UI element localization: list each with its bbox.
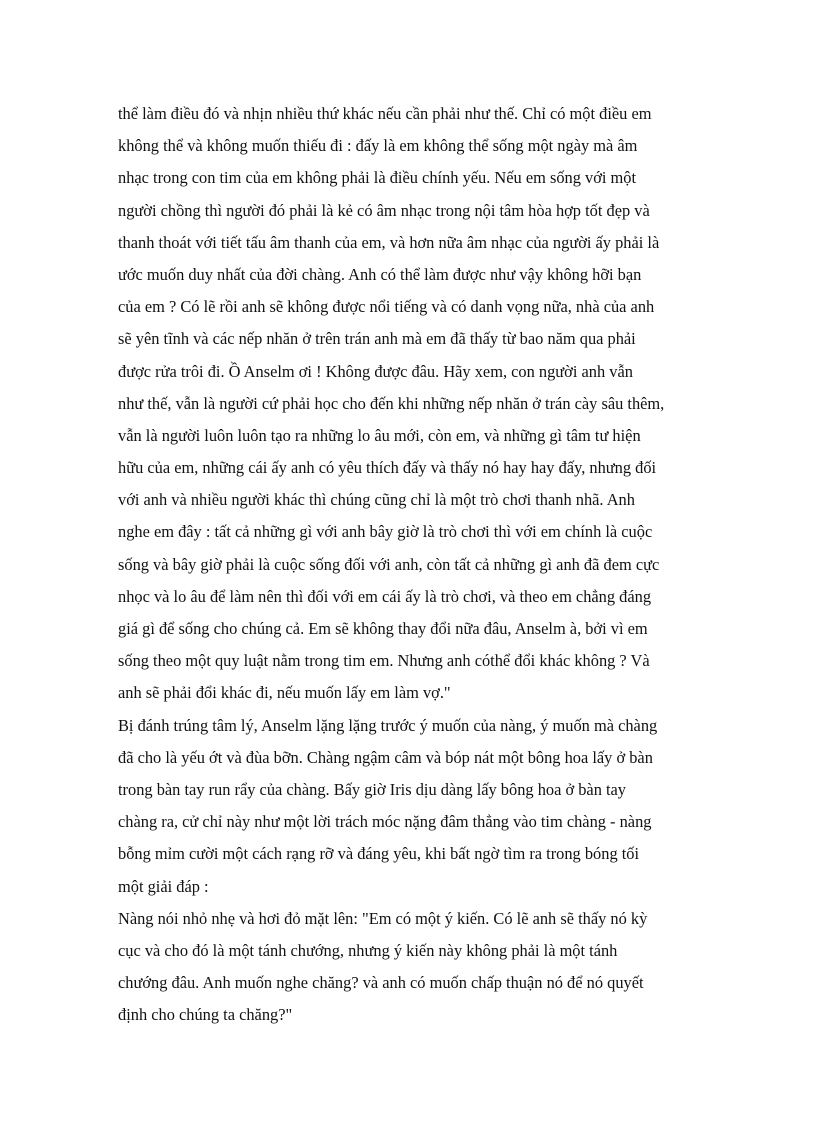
text-line: cục và cho đó là một tánh chướng, nhưng ý kiến này không phải là một tánh <box>118 940 618 960</box>
text-line: Nàng nói nhỏ nhẹ và hơi đỏ mặt lên: "Em có một ý kiến. Có lẽ anh sẽ thấy nó kỳ <box>118 908 648 928</box>
text-line: trong bàn tay run rẩy của chàng. Bấy giờ Iris dịu dàng lấy bông hoa ở bàn tay <box>118 779 627 799</box>
text-line: hữu của em, những cái ấy anh có yêu thích đấy và thấy nó hay hay đấy, nhưng đối <box>118 458 657 478</box>
text-line: chướng đâu. Anh muốn nghe chăng? và anh có muốn chấp thuận nó để nó quyết <box>118 973 644 993</box>
body-text <box>118 98 718 1031</box>
text-line: vẫn là người luôn luôn tạo ra những lo âu mới, còn em, và những gì tâm tư hiện <box>118 425 641 445</box>
text-line: với anh và nhiều người khác thì chúng cũng chỉ là một trò chơi thanh nhã. Anh <box>118 490 635 510</box>
text-line: nghe em đây : tất cả những gì với anh bây giờ là trò chơi thì với em chính là cuộc <box>118 522 653 542</box>
text-line: định cho chúng ta chăng?" <box>118 1005 293 1025</box>
text-line: bỗng mỉm cười một cách rạng rỡ và đáng yêu, khi bất ngờ tìm ra trong bóng tối <box>118 844 640 864</box>
text-line: chàng ra, cử chỉ này như một lời trách móc nặng đâm thẳng vào tim chàng - nàng <box>118 812 652 832</box>
text-line: anh sẽ phải đổi khác đi, nếu muốn lấy em làm vợ." <box>118 683 451 703</box>
text-line: người chồng thì người đó phải là kẻ có âm nhạc trong nội tâm hòa hợp tốt đẹp và <box>118 200 650 220</box>
text-line: thể làm điều đó và nhịn nhiều thứ khác nếu cần phải như thế. Chỉ có một điều em <box>118 104 652 123</box>
text-line: nhọc và lo âu để làm nên thì đối với em cái ấy là trò chơi, và theo em chẳng đáng <box>118 586 652 606</box>
text-line: không thể và không muốn thiếu đi : đấy là em không thể sống một ngày mà âm <box>118 136 638 156</box>
text-line: sẽ yên tĩnh và các nếp nhăn ở trên trán anh mà em đã thấy từ bao năm qua phải <box>118 329 636 349</box>
text-line: thanh thoát với tiết tấu âm thanh của em, và hơn nữa âm nhạc của người ấy phải là <box>118 232 660 252</box>
text-line: của em ? Có lẽ rồi anh sẽ không được nổi tiếng và có danh vọng nữa, nhà của anh <box>118 297 655 317</box>
text-line: ước muốn duy nhất của đời chàng. Anh có thể làm được như vậy không hỡi bạn <box>118 264 642 284</box>
text-line: sống theo một quy luật nằm trong tim em. Nhưng anh cóthể đổi khác không ? Và <box>118 651 650 671</box>
text-line: Bị đánh trúng tâm lý, Anselm lặng lặng trước ý muốn của nàng, ý muốn mà chàng <box>118 715 658 735</box>
text-line: sống và bây giờ phải là cuộc sống đối với anh, còn tất cả những gì anh đã đem cực <box>118 554 660 574</box>
text-line: như thế, vẫn là người cứ phải học cho đến khi những nếp nhăn ở trán cày sâu thêm, <box>118 393 665 413</box>
text-line: nhạc trong con tim của em không phải là điều chính yếu. Nếu em sống với một <box>118 168 637 188</box>
text-line: một giải đáp : <box>118 876 209 896</box>
text-line: giá gì để sống cho chúng cả. Em sẽ không thay đổi nữa đâu, Anselm à, bởi vì em <box>118 619 648 638</box>
text-line: đã cho là yếu ớt và đùa bỡn. Chàng ngậm câm và bóp nát một bông hoa lấy ở bàn <box>118 747 653 767</box>
text-line: được rửa trôi đi. Ồ Anselm ơi ! Không được đâu. Hãy xem, con người anh vẫn <box>118 361 633 381</box>
